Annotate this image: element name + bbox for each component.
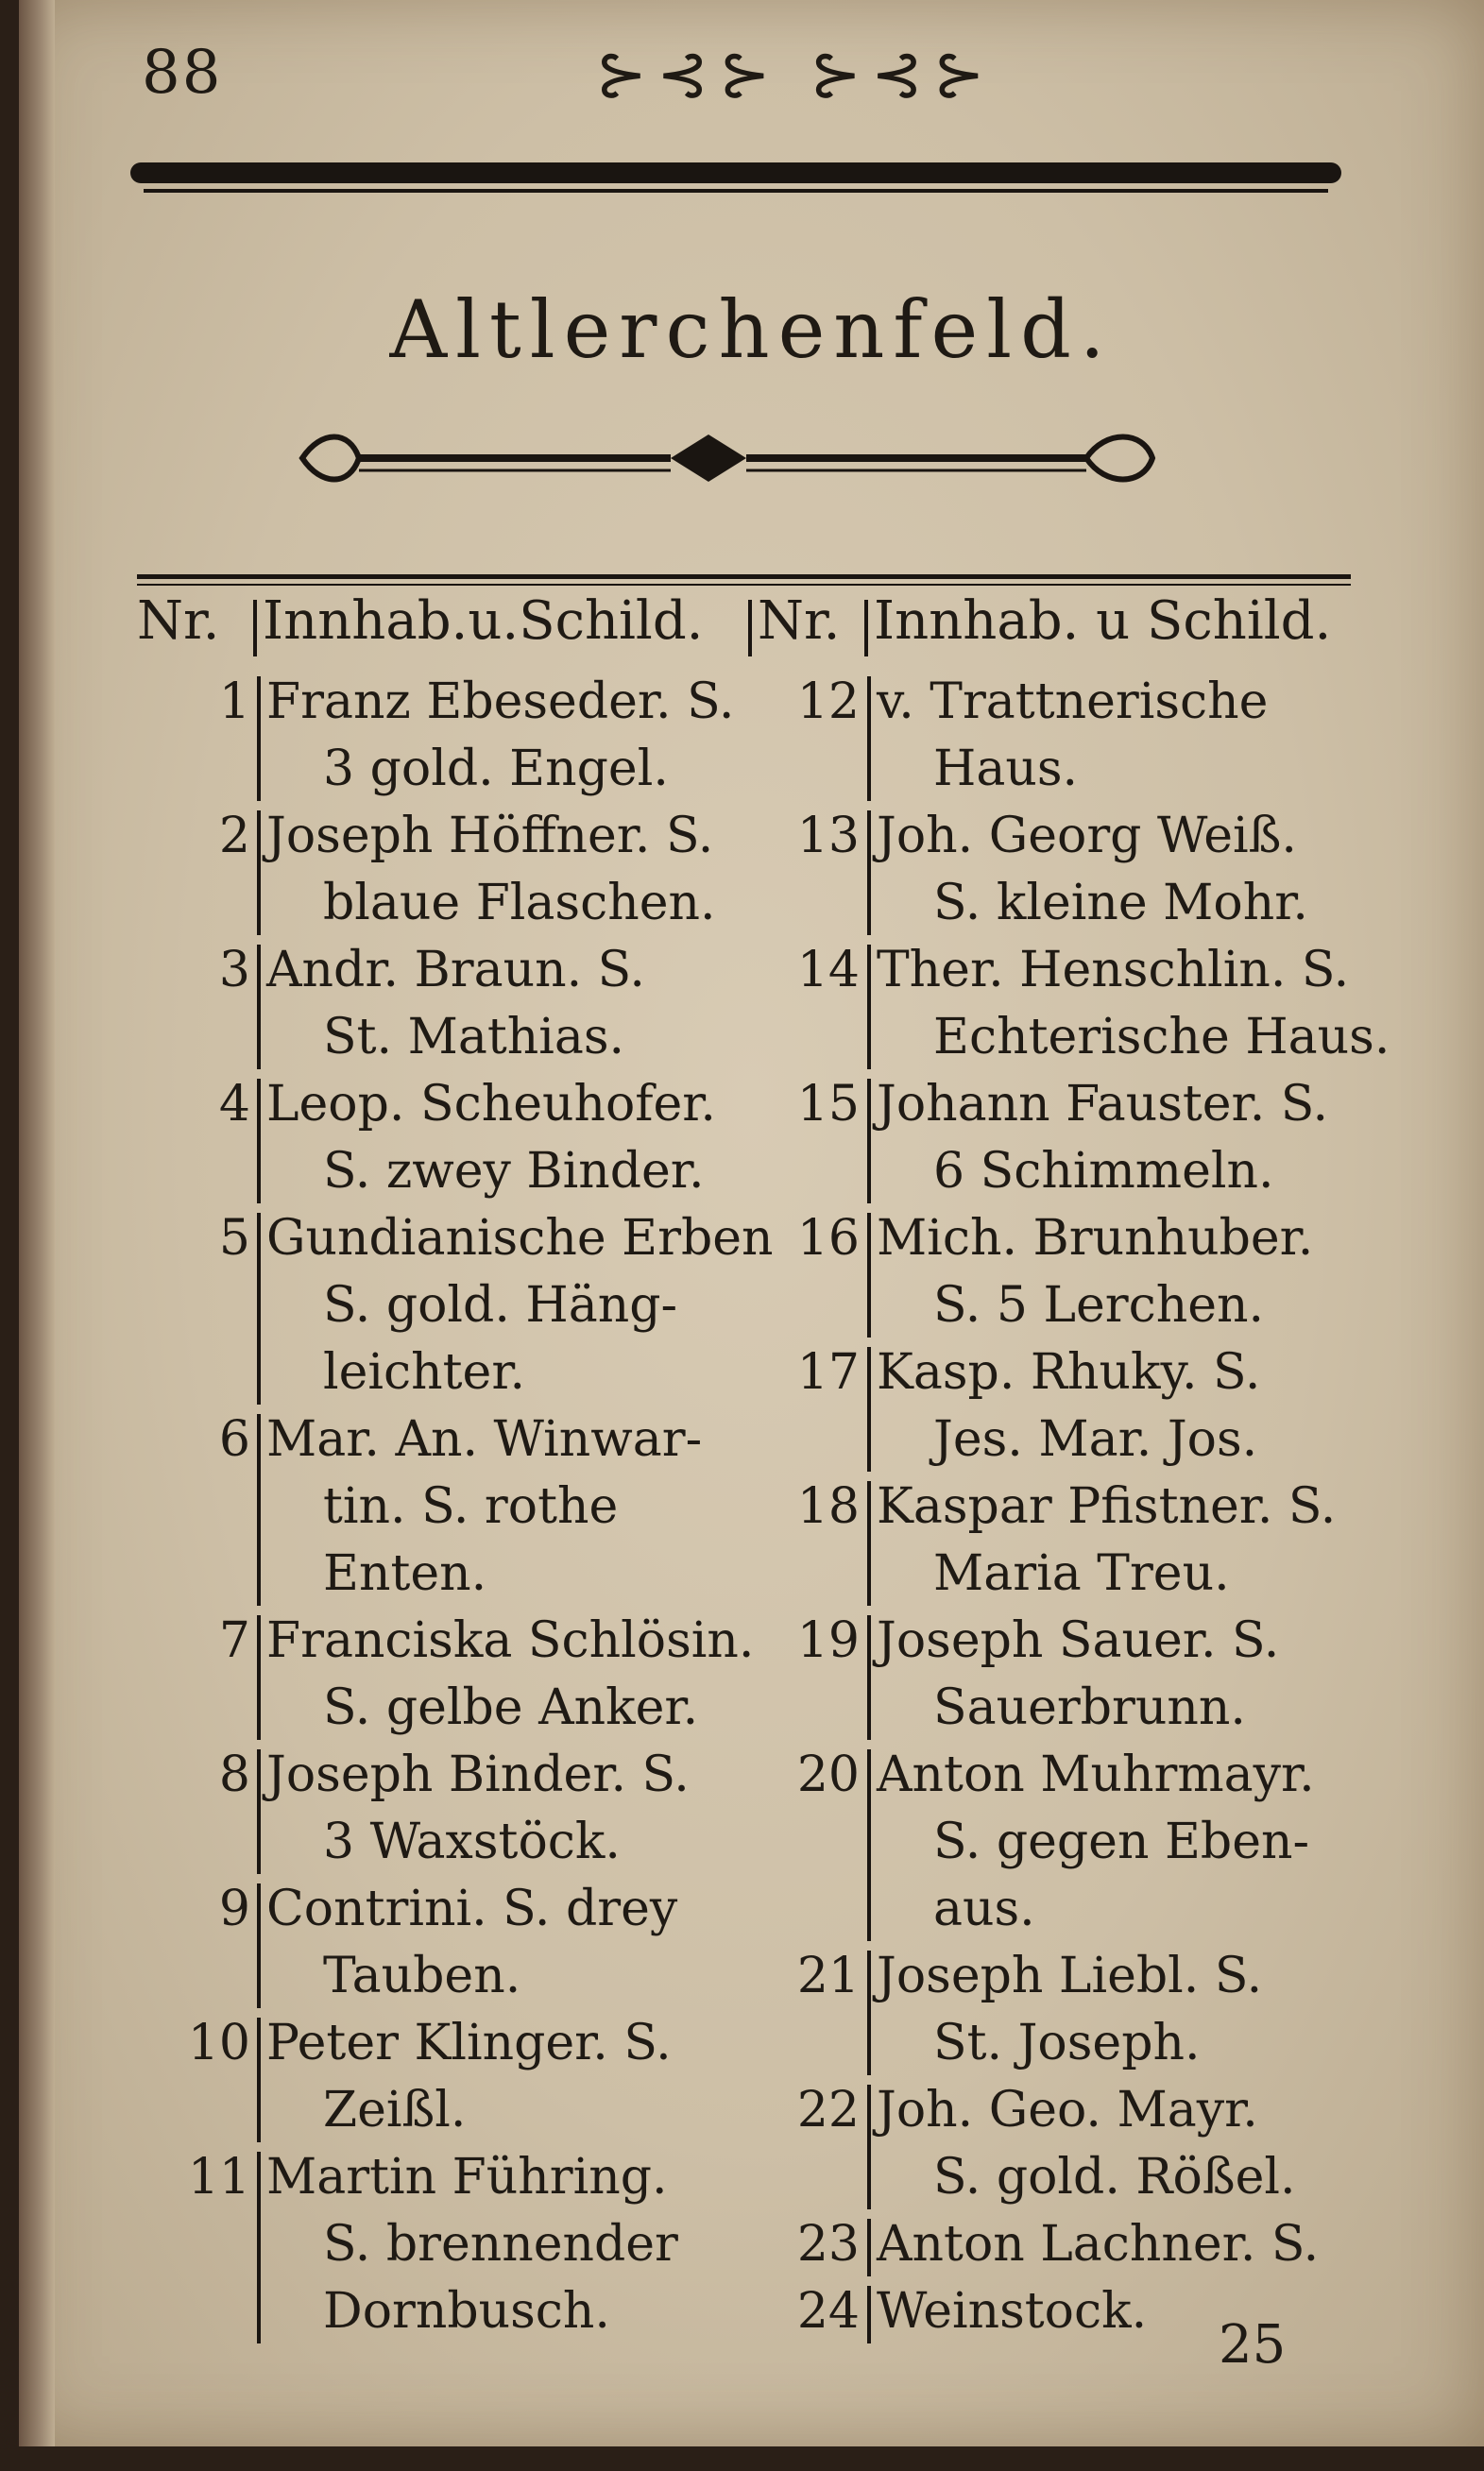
- book-page: [19, 0, 1484, 2446]
- entry-owner: Kaspar Pfistner. S.: [877, 1478, 1337, 1535]
- column-divider: [257, 1749, 261, 1874]
- entry-number: 12: [796, 673, 860, 730]
- entry-sign: tin. S. rothe: [323, 1478, 619, 1535]
- column-divider: [867, 1749, 871, 1941]
- entry-sign: Echterische Haus.: [933, 1009, 1390, 1065]
- entry-owner: Joseph Liebl. S.: [877, 1948, 1263, 2004]
- entry-sign: S. brennender: [323, 2216, 678, 2273]
- header-ornament: ⊱⊰⊱ ⊱⊰⊱: [595, 38, 995, 111]
- entry-number: 23: [796, 2216, 860, 2273]
- entry-owner: Gundianische Erben: [266, 1210, 774, 1267]
- entry-sign: Dornbusch.: [323, 2283, 610, 2340]
- entry-sign: Zeißl.: [323, 2082, 467, 2139]
- entry-sign: leichter.: [323, 1344, 525, 1401]
- entry-number: 7: [218, 1612, 250, 1669]
- entry-sign: S. zwey Binder.: [323, 1143, 705, 1200]
- entry-owner: v. Trattnerische: [877, 673, 1269, 730]
- entry-sign: Maria Treu.: [933, 1545, 1230, 1602]
- entry-number: 8: [218, 1747, 250, 1803]
- column-divider: [867, 1481, 871, 1606]
- entry-sign: Jes. Mar. Jos.: [933, 1411, 1258, 1468]
- entry-owner: Franciska Schlösin.: [266, 1612, 755, 1669]
- column-divider: [867, 810, 871, 935]
- page-title: Altlerchenfeld.: [389, 283, 1114, 376]
- entry-sign: S. kleine Mohr.: [933, 875, 1308, 931]
- column-divider: [867, 1079, 871, 1203]
- entry-sign: S. gegen Eben-: [933, 1814, 1310, 1870]
- right-nr-header: Nr.: [758, 590, 841, 652]
- column-divider: [867, 1347, 871, 1472]
- header-rule-thin: [137, 584, 1351, 586]
- entry-owner: Joseph Sauer. S.: [877, 1612, 1280, 1669]
- entry-number: 4: [218, 1076, 250, 1133]
- entry-owner: Joh. Geo. Mayr.: [877, 2082, 1258, 2139]
- left-nr-header: Nr.: [137, 590, 220, 652]
- column-divider: [257, 810, 261, 935]
- header-divider: [253, 600, 257, 656]
- entry-number: 16: [796, 1210, 860, 1267]
- entry-owner: Mich. Brunhuber.: [877, 1210, 1314, 1267]
- entry-owner: Mar. An. Winwar-: [266, 1411, 703, 1468]
- entry-owner: Joseph Binder. S.: [266, 1747, 690, 1803]
- entry-number: 10: [187, 2015, 250, 2071]
- column-divider: [257, 2152, 261, 2343]
- column-divider: [257, 1414, 261, 1606]
- entry-sign: 6 Schimmeln.: [933, 1143, 1274, 1200]
- entry-number: 21: [796, 1948, 860, 2004]
- entry-owner: Contrini. S. drey: [266, 1881, 678, 1937]
- header-divider: [864, 600, 868, 656]
- page-number: 88: [142, 38, 223, 108]
- column-divider: [257, 2018, 261, 2142]
- entry-number: 13: [796, 808, 860, 864]
- title-ornament-rule: [293, 416, 1162, 501]
- entry-owner: Franz Ebeseder. S.: [266, 673, 735, 730]
- entry-owner: Johann Fauster. S.: [877, 1076, 1329, 1133]
- entry-number: 17: [796, 1344, 860, 1401]
- top-rule: [130, 162, 1341, 183]
- entry-number: 6: [218, 1411, 250, 1468]
- entry-number: 15: [796, 1076, 860, 1133]
- entry-owner: Ther. Henschlin. S.: [877, 942, 1350, 998]
- entry-number: 22: [796, 2082, 860, 2139]
- column-divider: [257, 1079, 261, 1203]
- entry-owner: Anton Muhrmayr.: [877, 1747, 1315, 1803]
- column-divider: [867, 945, 871, 1069]
- entry-number: 18: [796, 1478, 860, 1535]
- column-divider: [257, 1615, 261, 1740]
- entry-sign: St. Mathias.: [323, 1009, 625, 1065]
- entry-number: 19: [796, 1612, 860, 1669]
- column-divider: [867, 676, 871, 801]
- entry-owner: Kasp. Rhuky. S.: [877, 1344, 1261, 1401]
- entry-owner: Leop. Scheuhofer.: [266, 1076, 716, 1133]
- entry-owner: Weinstock.: [877, 2283, 1148, 2340]
- entry-sign: aus.: [933, 1881, 1035, 1937]
- column-divider: [257, 945, 261, 1069]
- entry-number: 2: [218, 808, 250, 864]
- entry-number: 5: [218, 1210, 250, 1267]
- column-divider: [867, 1951, 871, 2075]
- entry-number: 3: [218, 942, 250, 998]
- entry-sign: S. gelbe Anker.: [323, 1679, 699, 1736]
- entry-number: 24: [796, 2283, 860, 2340]
- entry-number: 20: [796, 1747, 860, 1803]
- entry-owner: Andr. Braun. S.: [266, 942, 645, 998]
- entry-sign: Haus.: [933, 741, 1079, 797]
- entry-sign: St. Joseph.: [933, 2015, 1201, 2071]
- entry-sign: S. gold. Rößel.: [933, 2149, 1296, 2206]
- entry-sign: Tauben.: [323, 1948, 521, 2004]
- entry-sign: Enten.: [323, 1545, 487, 1602]
- entry-owner: Martin Führing.: [266, 2149, 668, 2206]
- column-divider: [867, 2286, 871, 2343]
- entry-owner: Joh. Georg Weiß.: [877, 808, 1297, 864]
- column-divider: [257, 676, 261, 801]
- entry-number: 14: [796, 942, 860, 998]
- catchword: 25: [1219, 2314, 1287, 2376]
- entry-owner: Joseph Höffner. S.: [266, 808, 714, 864]
- left-label-header: Innhab.u.Schild.: [263, 590, 704, 652]
- entry-sign: blaue Flaschen.: [323, 875, 716, 931]
- entry-sign: Sauerbrunn.: [933, 1679, 1246, 1736]
- header-rule: [137, 574, 1351, 579]
- column-divider: [257, 1213, 261, 1405]
- column-divider: [867, 1213, 871, 1338]
- column-divider: [257, 1883, 261, 2008]
- entry-sign: 3 Waxstöck.: [323, 1814, 621, 1870]
- entry-sign: S. gold. Häng-: [323, 1277, 678, 1334]
- entry-number: 1: [218, 673, 250, 730]
- column-divider: [867, 1615, 871, 1740]
- entry-sign: 3 gold. Engel.: [323, 741, 669, 797]
- entry-number: 9: [218, 1881, 250, 1937]
- right-label-header: Innhab. u Schild.: [874, 590, 1332, 652]
- column-divider: [867, 2219, 871, 2276]
- entry-owner: Anton Lachner. S.: [877, 2216, 1320, 2273]
- entry-owner: Peter Klinger. S.: [266, 2015, 672, 2071]
- header-divider: [748, 600, 752, 656]
- entry-sign: S. 5 Lerchen.: [933, 1277, 1265, 1334]
- column-divider: [867, 2085, 871, 2209]
- entry-number: 11: [187, 2149, 250, 2206]
